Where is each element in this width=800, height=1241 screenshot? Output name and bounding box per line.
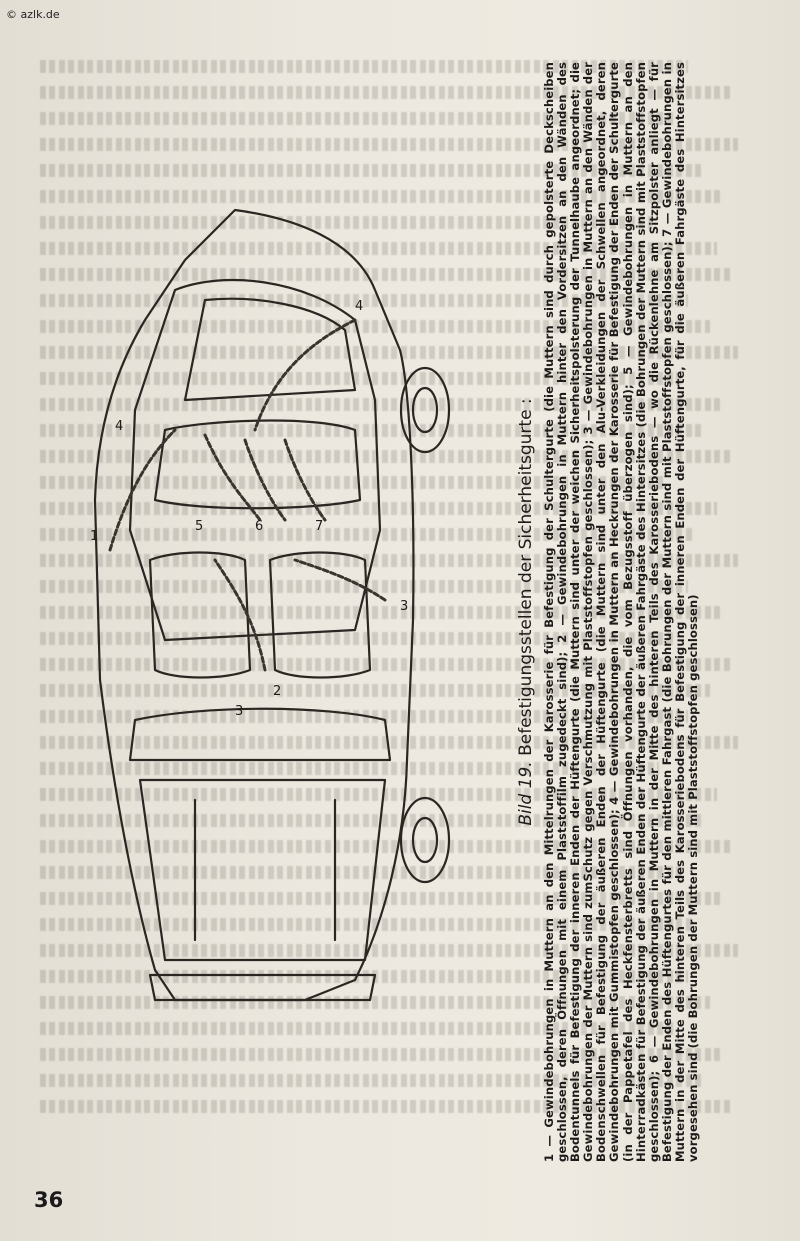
hood — [140, 780, 385, 960]
car-seatbelt-diagram — [55, 200, 495, 1030]
rear-seat — [155, 421, 360, 509]
callout-6: 6 — [255, 519, 264, 534]
figure-caption-text: 1 — Gewindebohrungen in Muttern an den Mittelrungen der Karosserie für Befestigung der Schultergurte (die Muttern sind durch gepolsterte Deckscheiben geschlossen, deren Öffnungen mit einem Plaststoffilm zugedeckt sind); 2 — Gewindebohrungen in Muttern hinter den Vordersitzen an den Wänden des Bodentunnels für Befestigung der inneren Enden der Hüftengurte (die Muttern sind unter der weichen Sicherheitspolsterung der Tunnelhaube angeordnet; die Gewindebohrungen der Muttern sind zumSchutz gegen Verschmutzung mit Plaststoffstopfen geschlossen); 3 — Gewindebohrungen in Muttern an den Wänden der Bodenschwellen für Befestigung der äußeren Enden der Hüftengurte (die Muttern sind unter den Alu-Verkleidungen der Schwellen angeordnet, deren Gewindebohrungen mit Gummistopfen geschlossen); 4 — Gewindebohrungen in Muttern an Heckrungen der Karosserie für Befestigung der Enden der Schultergurte (in der Pappetafel des Heckfensterbretts sind Öffnungen vorhanden, die vom Bezugsstoff überzogen sind); 5 — Gewindebohrungen in Muttern an den Hinterradkästen für Befestigung der äußeren Enden der Hüftengurte der äußeren Fahrgäste des Hintersitzes (die Bohrungen der Muttern sind mit Plaststoffstopfen geschlossen); 6 — Gewindebohrungen in Muttern in der Mitte des hinteren Teils des Karosseriebodens — wo die Rückenlehne am Sitzpolster anliegt — für Befestigung der Enden des Hüftengurtes für den mittleren Fahrgast (die Bohrungen der Muttern sind mit Plaststoffstopfen geschlossen); 7 — Gewindebohrungen in Muttern in der Mitte des hinteren Teils des Karosseriebodens für Befestigung der inneren Enden der Hüftengurte, für die äußeren Fahrgäste des Hintersitzes vorgesehen sind (die Bohrungen der Muttern sind mit Plaststoffstopfen geschlossen) — [542, 62, 701, 1162]
front-seat-right — [270, 553, 370, 678]
callout-3b: 3 — [235, 704, 244, 719]
callout-4b: 4 — [115, 419, 124, 434]
page-number: 36 — [34, 1188, 64, 1212]
dashboard — [130, 709, 390, 760]
callout-3a: 3 — [400, 599, 409, 614]
figure-title: Befestigungsstellen der Sicherheitsgurte : — [516, 398, 536, 756]
front-bumper — [150, 975, 375, 1000]
car-body-outline — [95, 210, 413, 1000]
callout-7: 7 — [315, 519, 324, 534]
callout-2: 2 — [273, 684, 282, 699]
belt-2 — [215, 560, 265, 670]
front-wheel — [401, 798, 449, 882]
callout-4a: 4 — [355, 299, 364, 314]
front-seat-left — [150, 553, 250, 678]
roof-outline — [130, 280, 380, 640]
belt-1 — [110, 430, 175, 550]
callout-5: 5 — [195, 519, 204, 534]
figure-label: Bild 19. — [516, 761, 536, 826]
site-watermark: © azlk.de — [6, 8, 60, 21]
figure-title-line — [516, 62, 537, 1162]
figure-caption — [516, 62, 784, 1162]
callout-1: 1 — [90, 529, 99, 544]
belt-4 — [255, 320, 355, 430]
rear-window — [185, 299, 355, 400]
